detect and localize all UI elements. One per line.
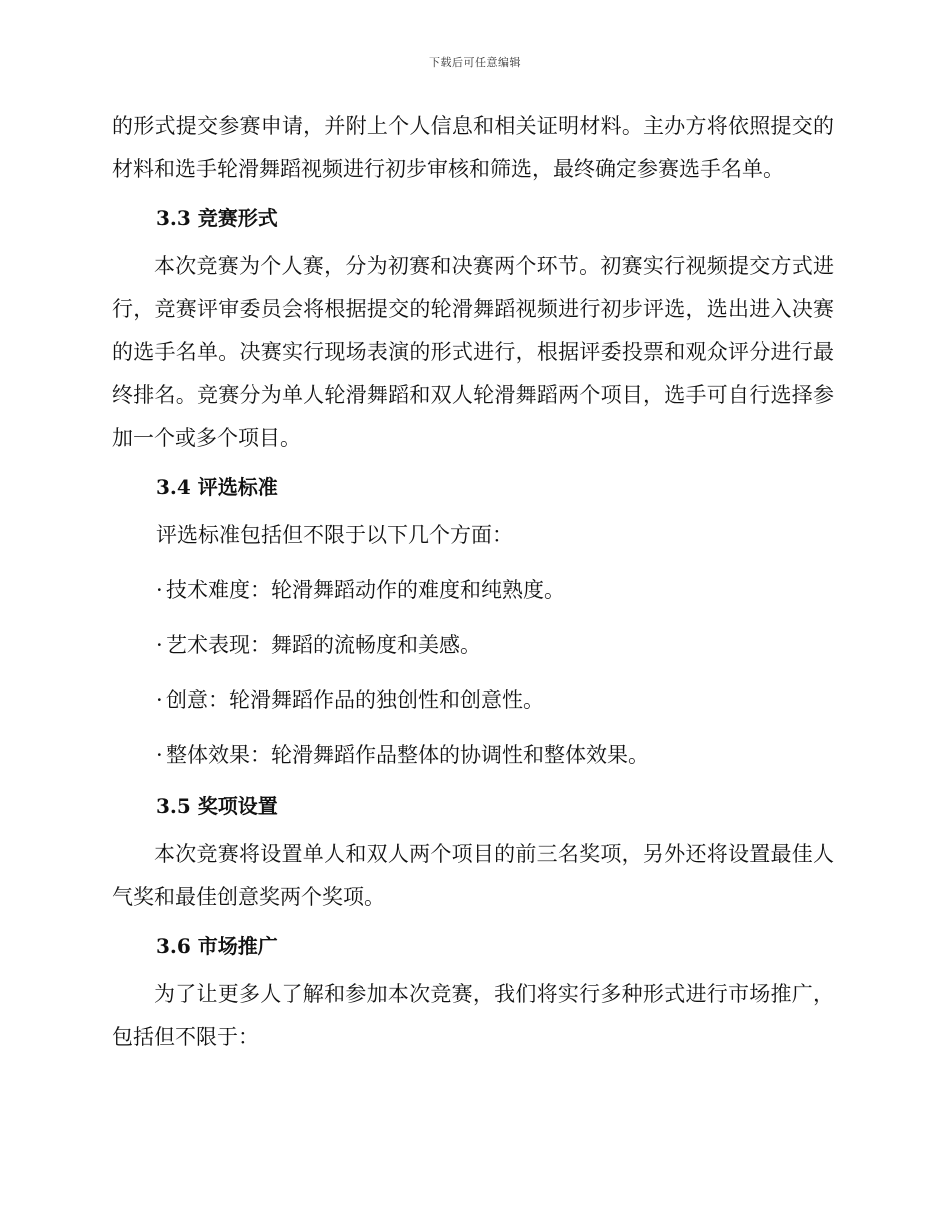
criteria-bullet-text: 创意：轮滑舞蹈作品的独创性和创意性。	[166, 688, 544, 712]
bullet-dot: ·	[156, 743, 163, 767]
criteria-bullet-text: 技术难度：轮滑舞蹈动作的难度和纯熟度。	[166, 578, 565, 602]
criteria-bullet-text: 整体效果：轮滑舞蹈作品整体的协调性和整体效果。	[166, 743, 649, 767]
intro-paragraph: 的形式提交参赛申请，并附上个人信息和相关证明材料。主办方将依照提交的材料和选手轮滑舞蹈视频进行初步审核和筛选，最终确定参赛选手名单。	[112, 114, 834, 181]
bullet-dot: ·	[156, 688, 163, 712]
page-header-note: 下载后可任意编辑	[429, 56, 521, 69]
document-body	[112, 105, 834, 1059]
criteria-bullet	[112, 569, 834, 612]
bullet-dot: ·	[156, 633, 163, 657]
section-heading-3-5: 3.5 奖项设置	[156, 794, 278, 818]
section-3-3-paragraph: 本次竞赛为个人赛，分为初赛和决赛两个环节。初赛实行视频提交方式进行，竞赛评审委员会将根据提交的轮滑舞蹈视频进行初步评选，选出进入决赛的选手名单。决赛实行现场表演的形式进行，根据评委投票和观众评分进行最终排名。竞赛分为单人轮滑舞蹈和双人轮滑舞蹈两个项目，选手可自行选择参加一个或多个项目。	[112, 254, 834, 450]
criteria-bullet	[112, 624, 834, 667]
section-3-4-lead: 评选标准包括但不限于以下几个方面：	[156, 523, 513, 547]
section-heading-3-3: 3.3 竞赛形式	[156, 206, 278, 230]
bullet-dot: ·	[156, 578, 163, 602]
section-3-5-paragraph: 本次竞赛将设置单人和双人两个项目的前三名奖项，另外还将设置最佳人气奖和最佳创意奖两个奖项。	[112, 842, 834, 909]
criteria-bullet	[112, 679, 834, 722]
section-heading-3-4: 3.4 评选标准	[156, 475, 278, 499]
criteria-bullet	[112, 734, 834, 777]
section-heading-3-6: 3.6 市场推广	[156, 934, 278, 958]
section-3-6-paragraph: 为了让更多人了解和参加本次竞赛，我们将实行多种形式进行市场推广，包括但不限于：	[112, 982, 834, 1049]
criteria-bullet-text: 艺术表现：舞蹈的流畅度和美感。	[166, 633, 481, 657]
